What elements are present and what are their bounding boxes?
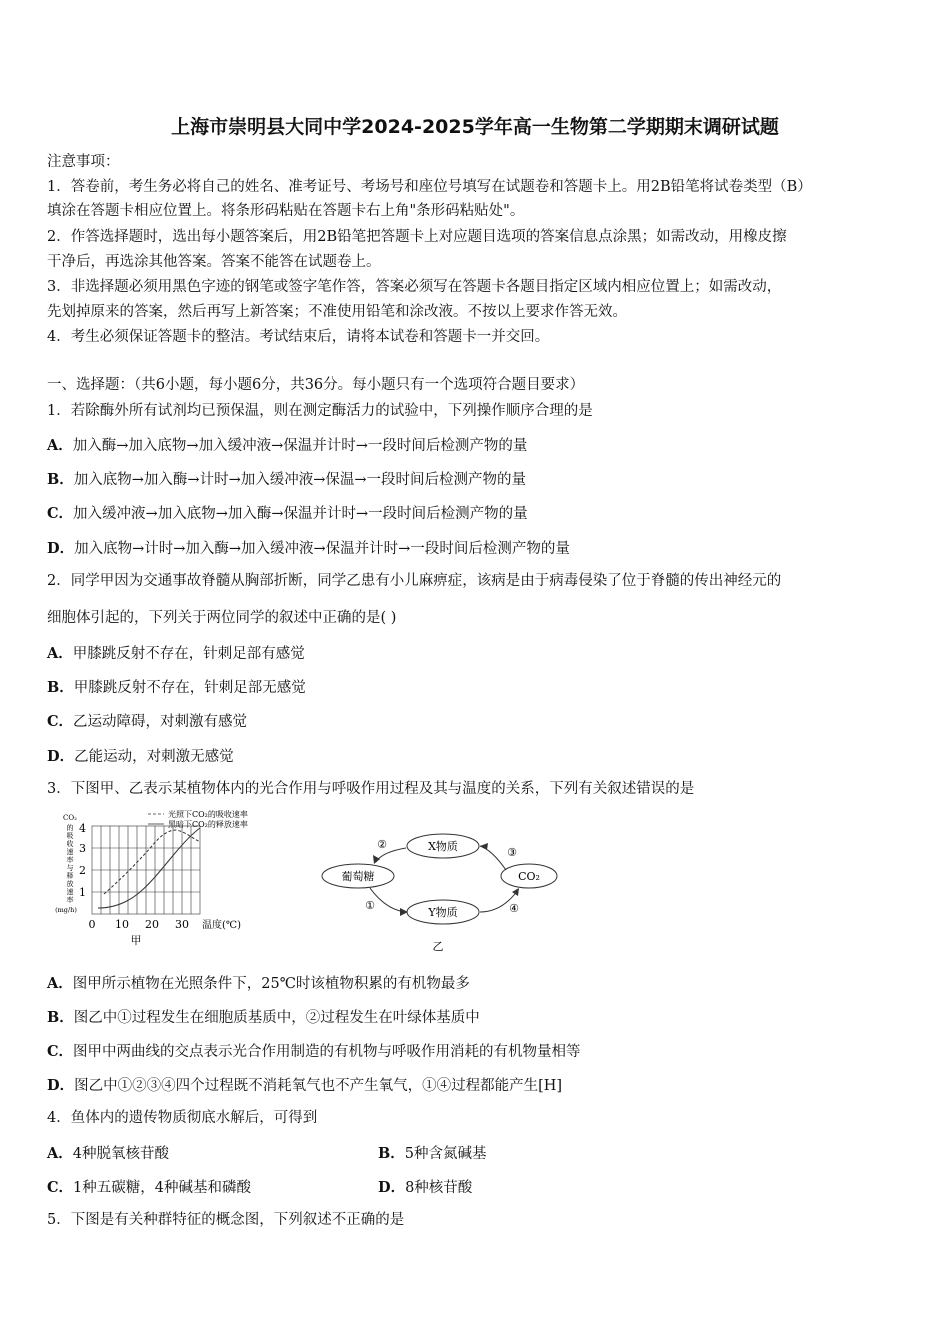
option-text: 加入缓冲液→加入底物→加入酶→保温并计时→一段时间后检测产物的量: [73, 506, 528, 522]
arrowhead-1: [400, 908, 408, 916]
option-text: 加入底物→计时→加入酶→加入缓冲液→保温并计时→一段时间后检测产物的量: [74, 541, 570, 557]
q4-option-c[interactable]: [47, 1176, 251, 1197]
q1-option-b[interactable]: [47, 468, 526, 489]
q3-option-c[interactable]: [47, 1040, 581, 1061]
option-label: B．: [47, 1009, 74, 1026]
section-heading: 一、选择题：（共6小题，每小题6分，共36分。每小题只有一个选项符合题目要求）: [47, 377, 585, 393]
y-axis-unit: (mg/h): [55, 906, 77, 914]
glucose-label: 葡萄糖: [341, 870, 375, 883]
notice-line: 干净后，再选涂其他答案。答案不能答在试题卷上。: [47, 254, 381, 270]
step-3-label: ③: [507, 846, 517, 859]
q1-option-d[interactable]: [47, 537, 570, 558]
question-2-stem-cont: 细胞体引起的，下列关于两位同学的叙述中正确的是( ): [47, 610, 397, 626]
option-label: D．: [378, 1179, 406, 1196]
x-axis-label: 温度(℃): [202, 920, 241, 931]
option-label: C．: [47, 1043, 74, 1060]
arrowhead-2: [373, 855, 380, 864]
question-4-stem: 4．鱼体内的遗传物质彻底水解后，可得到: [47, 1110, 318, 1126]
notice-line: 先划掉原来的答案，然后再写上新答案；不准使用铅笔和涂改液。不按以上要求作答无效。: [47, 304, 627, 320]
x-tick-label: 0: [88, 918, 96, 931]
notice-heading: 注意事项：: [47, 154, 120, 170]
y-tick-label: 1: [79, 886, 86, 899]
step-2-label: ②: [377, 838, 387, 851]
figure-caption-jia: 甲: [130, 934, 142, 947]
y-axis-label-line: 吸: [66, 832, 74, 840]
option-label: A．: [47, 975, 73, 992]
chart-grid: [92, 826, 200, 914]
notice-line: 2．作答选择题时，选出每小题答案后，用2B铅笔把答题卡上对应题目选项的答案信息点涂黑；如需改动，用橡皮擦: [47, 229, 787, 245]
option-text: 加入酶→加入底物→加入缓冲液→保温并计时→一段时间后检测产物的量: [72, 438, 528, 454]
option-text: 甲膝跳反射不存在，针刺足部无感觉: [73, 680, 306, 696]
y-axis-label-line: 的: [66, 824, 74, 832]
option-text: 8种核苷酸: [405, 1180, 473, 1196]
option-label: C．: [47, 1179, 74, 1196]
x-substance-label: X物质: [428, 840, 458, 853]
notice-line: 填涂在答题卡相应位置上。将条形码粘贴在答题卡右上角"条形码粘贴处"。: [47, 203, 525, 219]
option-label: D．: [47, 1077, 75, 1094]
option-text: 1种五碳糖，4种碱基和磷酸: [73, 1180, 251, 1196]
option-text: 图乙中①②③④四个过程既不消耗氧气也不产生氧气，①④过程都能产生[H]: [74, 1078, 563, 1094]
question-3-stem: 3．下图甲、乙表示某植物体内的光合作用与呼吸作用过程及其与温度的关系，下列有关叙述错误的是: [47, 781, 695, 797]
arrowhead-3: [480, 843, 488, 850]
arrow-3: [480, 846, 506, 870]
question-2-stem: 2．同学甲因为交通事故脊髓从胸部折断，同学乙患有小儿麻痹症，该病是由于病毒侵染了位于脊髓的传出神经元的: [47, 573, 782, 589]
q3-option-a[interactable]: [47, 972, 470, 993]
option-label: B．: [47, 471, 74, 488]
y-axis-label-line: 收: [66, 840, 74, 848]
q2-option-b[interactable]: [47, 676, 306, 697]
q3-option-b[interactable]: [47, 1006, 480, 1027]
option-label: A．: [47, 437, 73, 454]
q4-option-d[interactable]: [378, 1176, 472, 1197]
notice-line: 4．考生必须保证答题卡的整洁。考试结束后，请将本试卷和答题卡一并交回。: [47, 329, 550, 345]
figure-jia: [55, 809, 248, 947]
question-5-stem: 5．下图是有关种群特征的概念图，下列叙述不正确的是: [47, 1212, 405, 1228]
dark-co2-release-curve: [98, 828, 200, 908]
option-text: 4种脱氧核苷酸: [72, 1146, 169, 1162]
option-text: 甲膝跳反射不存在，针刺足部有感觉: [72, 646, 305, 662]
y-axis-label-line: 速: [66, 888, 74, 896]
notice-line: 1．答卷前，考生务必将自己的姓名、准考证号、考场号和座位号填写在试题卷和答题卡上。用2B铅笔将试卷类型（B）: [47, 179, 812, 195]
y-axis-label-line: 与: [66, 864, 74, 872]
y-tick-label: 4: [79, 822, 86, 835]
figure-caption-yi: 乙: [432, 940, 444, 953]
co2-label: CO₂: [518, 870, 540, 883]
x-tick-label: 20: [145, 918, 159, 931]
option-text: 加入底物→加入酶→计时→加入缓冲液→保温→一段时间后检测产物的量: [73, 472, 527, 488]
option-text: 图甲所示植物在光照条件下，25℃时该植物积累的有机物最多: [72, 976, 470, 992]
option-text: 图乙中①过程发生在细胞质基质中，②过程发生在叶绿体基质中: [73, 1010, 480, 1026]
y-axis-label-line: 释: [66, 872, 74, 880]
q2-option-d[interactable]: [47, 745, 234, 766]
legend-dark: 黑暗下CO₂的释放速率: [168, 820, 248, 829]
q1-option-c[interactable]: [47, 502, 528, 523]
arrowhead-4: [512, 888, 519, 896]
page-title: 上海市崇明县大同中学2024-2025学年高一生物第二学期期末调研试题: [171, 116, 779, 138]
option-label: D．: [47, 748, 75, 765]
x-tick-label: 10: [115, 918, 129, 931]
option-label: B．: [47, 679, 74, 696]
y-substance-label: Y物质: [428, 906, 458, 919]
option-label: D．: [47, 540, 75, 557]
option-text: 5种含氮碱基: [404, 1146, 487, 1162]
q4-option-b[interactable]: [378, 1142, 487, 1163]
q2-option-a[interactable]: [47, 642, 305, 663]
figure-yi: [322, 834, 557, 953]
option-text: 图甲中两曲线的交点表示光合作用制造的有机物与呼吸作用消耗的有机物量相等: [73, 1044, 581, 1060]
q3-option-d[interactable]: [47, 1074, 562, 1095]
y-axis-label-line: 速: [66, 848, 74, 856]
option-label: C．: [47, 713, 74, 730]
step-4-label: ④: [509, 902, 519, 915]
q2-option-c[interactable]: [47, 710, 247, 731]
option-label: A．: [47, 645, 73, 662]
light-co2-absorption-curve: [104, 830, 200, 894]
option-text: 乙运动障碍，对刺激有感觉: [73, 714, 248, 730]
y-tick-label: 2: [79, 864, 86, 877]
legend-light: 光照下CO₂的吸收速率: [168, 810, 248, 819]
step-1-label: ①: [365, 899, 375, 912]
y-tick-label: 3: [79, 842, 86, 855]
q3-figure: [40, 808, 640, 958]
option-label: C．: [47, 505, 74, 522]
option-text: 乙能运动，对刺激无感觉: [74, 749, 234, 765]
y-axis-label-line: CO₂: [63, 814, 77, 822]
option-label: B．: [378, 1145, 405, 1162]
y-axis-label-line: 率: [66, 856, 74, 864]
x-tick-label: 30: [175, 918, 189, 931]
y-axis-label-line: 率: [66, 896, 74, 904]
q1-option-a[interactable]: [47, 434, 527, 455]
q4-option-a[interactable]: [47, 1142, 169, 1163]
y-axis-label-line: 放: [66, 880, 74, 888]
notice-line: 3．非选择题必须用黑色字迹的钢笔或签字笔作答，答案必须写在答题卡各题目指定区域内相应位置上；如需改动，: [47, 279, 782, 295]
option-label: A．: [47, 1145, 73, 1162]
question-1-stem: 1．若除酶外所有试剂均已预保温，则在测定酶活力的试验中，下列操作顺序合理的是: [47, 403, 593, 419]
